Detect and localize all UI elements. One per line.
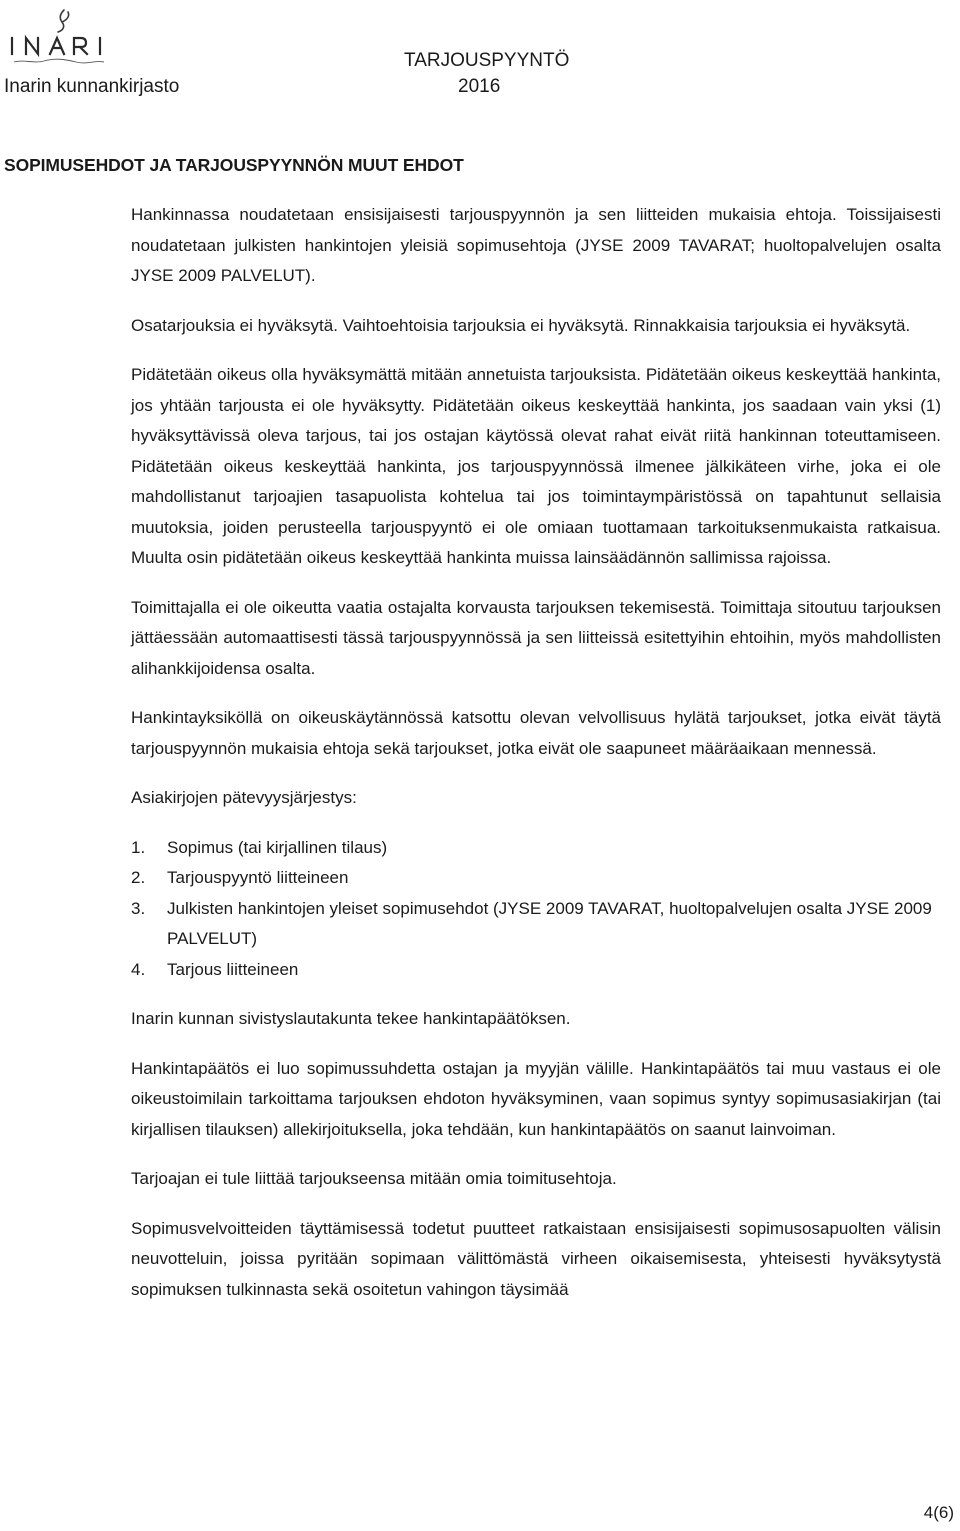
paragraph-decision-maker: Inarin kunnan sivistyslautakunta tekee hankintapäätöksen. bbox=[131, 1009, 571, 1028]
inari-logo bbox=[4, 4, 116, 68]
page-number: 4(6) bbox=[923, 1503, 954, 1522]
paragraph-defects-resolution: Sopimusvelvoitteiden täyttämisessä todetut puutteet ratkaistaan ensisijaisesti sopimusosapuolten välisin neuvotteluin, joissa pyritään sopimaan välittömästä virheen oikaisemisesta, yhteisesti hyväksytystä sopimuksen tulkinnasta sekä osoitetun vahingon täysimää bbox=[131, 1218, 941, 1299]
list-item-number: 2. bbox=[131, 868, 146, 887]
list-item-number: 1. bbox=[131, 837, 146, 857]
document-type: TARJOUSPYYNTÖ bbox=[404, 50, 570, 71]
list-item bbox=[131, 833, 941, 864]
list-item-text: Sopimus (tai kirjallinen tilaus) bbox=[167, 837, 388, 857]
paragraph-supplier-compensation: Toimittajalla ei ole oikeutta vaatia ostajalta korvausta tarjouksen tekemisestä. Toimittaja sitoutuu tarjouksen jättäessään automaattisesti tässä tarjouspyynnössä ja sen liitteissä esitettyihin ehtoihin, myös mahdollisten alihankkijoidensa osalta. bbox=[131, 597, 941, 678]
paragraph-primary-terms: Hankinnassa noudatetaan ensisijaisesti tarjouspyynnön ja sen liitteiden mukaisia ehtoja. Toissijaisesti noudatetaan julkisten hankintojen yleisiä sopimusehtoja (JYSE 2009 TAVARAT; huoltopalvelujen osalta JYSE 2009 PALVELUT). bbox=[131, 205, 941, 285]
list-item-text: Tarjous liitteineen bbox=[167, 959, 299, 979]
inari-logo-graphic bbox=[4, 4, 116, 68]
section-title: SOPIMUSEHDOT JA TARJOUSPYYNNÖN MUUT EHDOT bbox=[4, 155, 464, 175]
document-body bbox=[131, 200, 941, 1305]
paragraph-precedence-heading: Asiakirjojen pätevyysjärjestys: bbox=[131, 788, 357, 807]
paragraph-delivery-terms: Tarjoajan ei tule liittää tarjoukseensa mitään omia toimitusehtoja. bbox=[131, 1169, 617, 1188]
paragraph-rejection-obligation: Hankintayksiköllä on oikeuskäytännössä katsottu olevan velvollisuus hylätä tarjoukset, jotka eivät täytä tarjouspyynnön mukaisia ehtoja sekä tarjoukset, jotka eivät ole saapuneet määräaikaan mennessä. bbox=[131, 708, 941, 758]
organization-name: Inarin kunnankirjasto bbox=[4, 76, 180, 97]
list-item-text: Tarjouspyyntö liitteineen bbox=[167, 868, 349, 887]
precedence-list bbox=[131, 833, 941, 986]
list-item bbox=[131, 894, 941, 955]
list-item bbox=[131, 863, 941, 894]
list-item bbox=[131, 955, 941, 986]
paragraph-partial-offers: Osatarjouksia ei hyväksytä. Vaihtoehtoisia tarjouksia ei hyväksytä. Rinnakkaisia tarjouksia ei hyväksytä. bbox=[131, 315, 911, 335]
paragraph-rights-reserved: Pidätetään oikeus olla hyväksymättä mitään annetuista tarjouksista. Pidätetään oikeus keskeyttää hankinta, jos yhtään tarjousta ei ole hyväksytty. Pidätetään oikeus keskeyttää hankinta, jos saadaan vain yksi (1) hyväksyttävissä oleva tarjous, tai jos ostajan käytössä olevat rahat eivät riitä hankinnan toteuttamiseen. Pidätetään oikeus keskeyttää hankinta, jos tarjouspyynnössä ilmenee jälkikäteen virhe, joka ei ole mahdollistanut tarjoajien tasapuolista kohtelua tai jos toimintaympäristössä on tapahtunut sellaisia muutoksia, joiden perusteella tarjouspyyntö ei ole omiaan tuottamaan tarkoituksenmukaista ratkaisua. Muulta osin pidätetään oikeus keskeyttää hankinta muissa lainsäädännön sallimissa rajoissa. bbox=[131, 365, 941, 567]
paragraph-contract-formation: Hankintapäätös ei luo sopimussuhdetta ostajan ja myyjän välille. Hankintapäätös tai muu vastaus ei ole oikeustoimilain tarkoittama tarjouksen ehdoton hyväksyminen, vaan sopimus syntyy sopimusasiakirjan (tai kirjallisen tilauksen) allekirjoituksella, joka tehdään, kun hankintapäätös on saanut lainvoiman. bbox=[131, 1058, 941, 1139]
list-item-number: 4. bbox=[131, 959, 146, 979]
document-year: 2016 bbox=[458, 76, 501, 97]
list-item-number: 3. bbox=[131, 898, 146, 918]
list-item-text: Julkisten hankintojen yleiset sopimusehdot (JYSE 2009 TAVARAT, huoltopalvelujen osalta JYSE 2009 PALVELUT) bbox=[167, 898, 932, 948]
